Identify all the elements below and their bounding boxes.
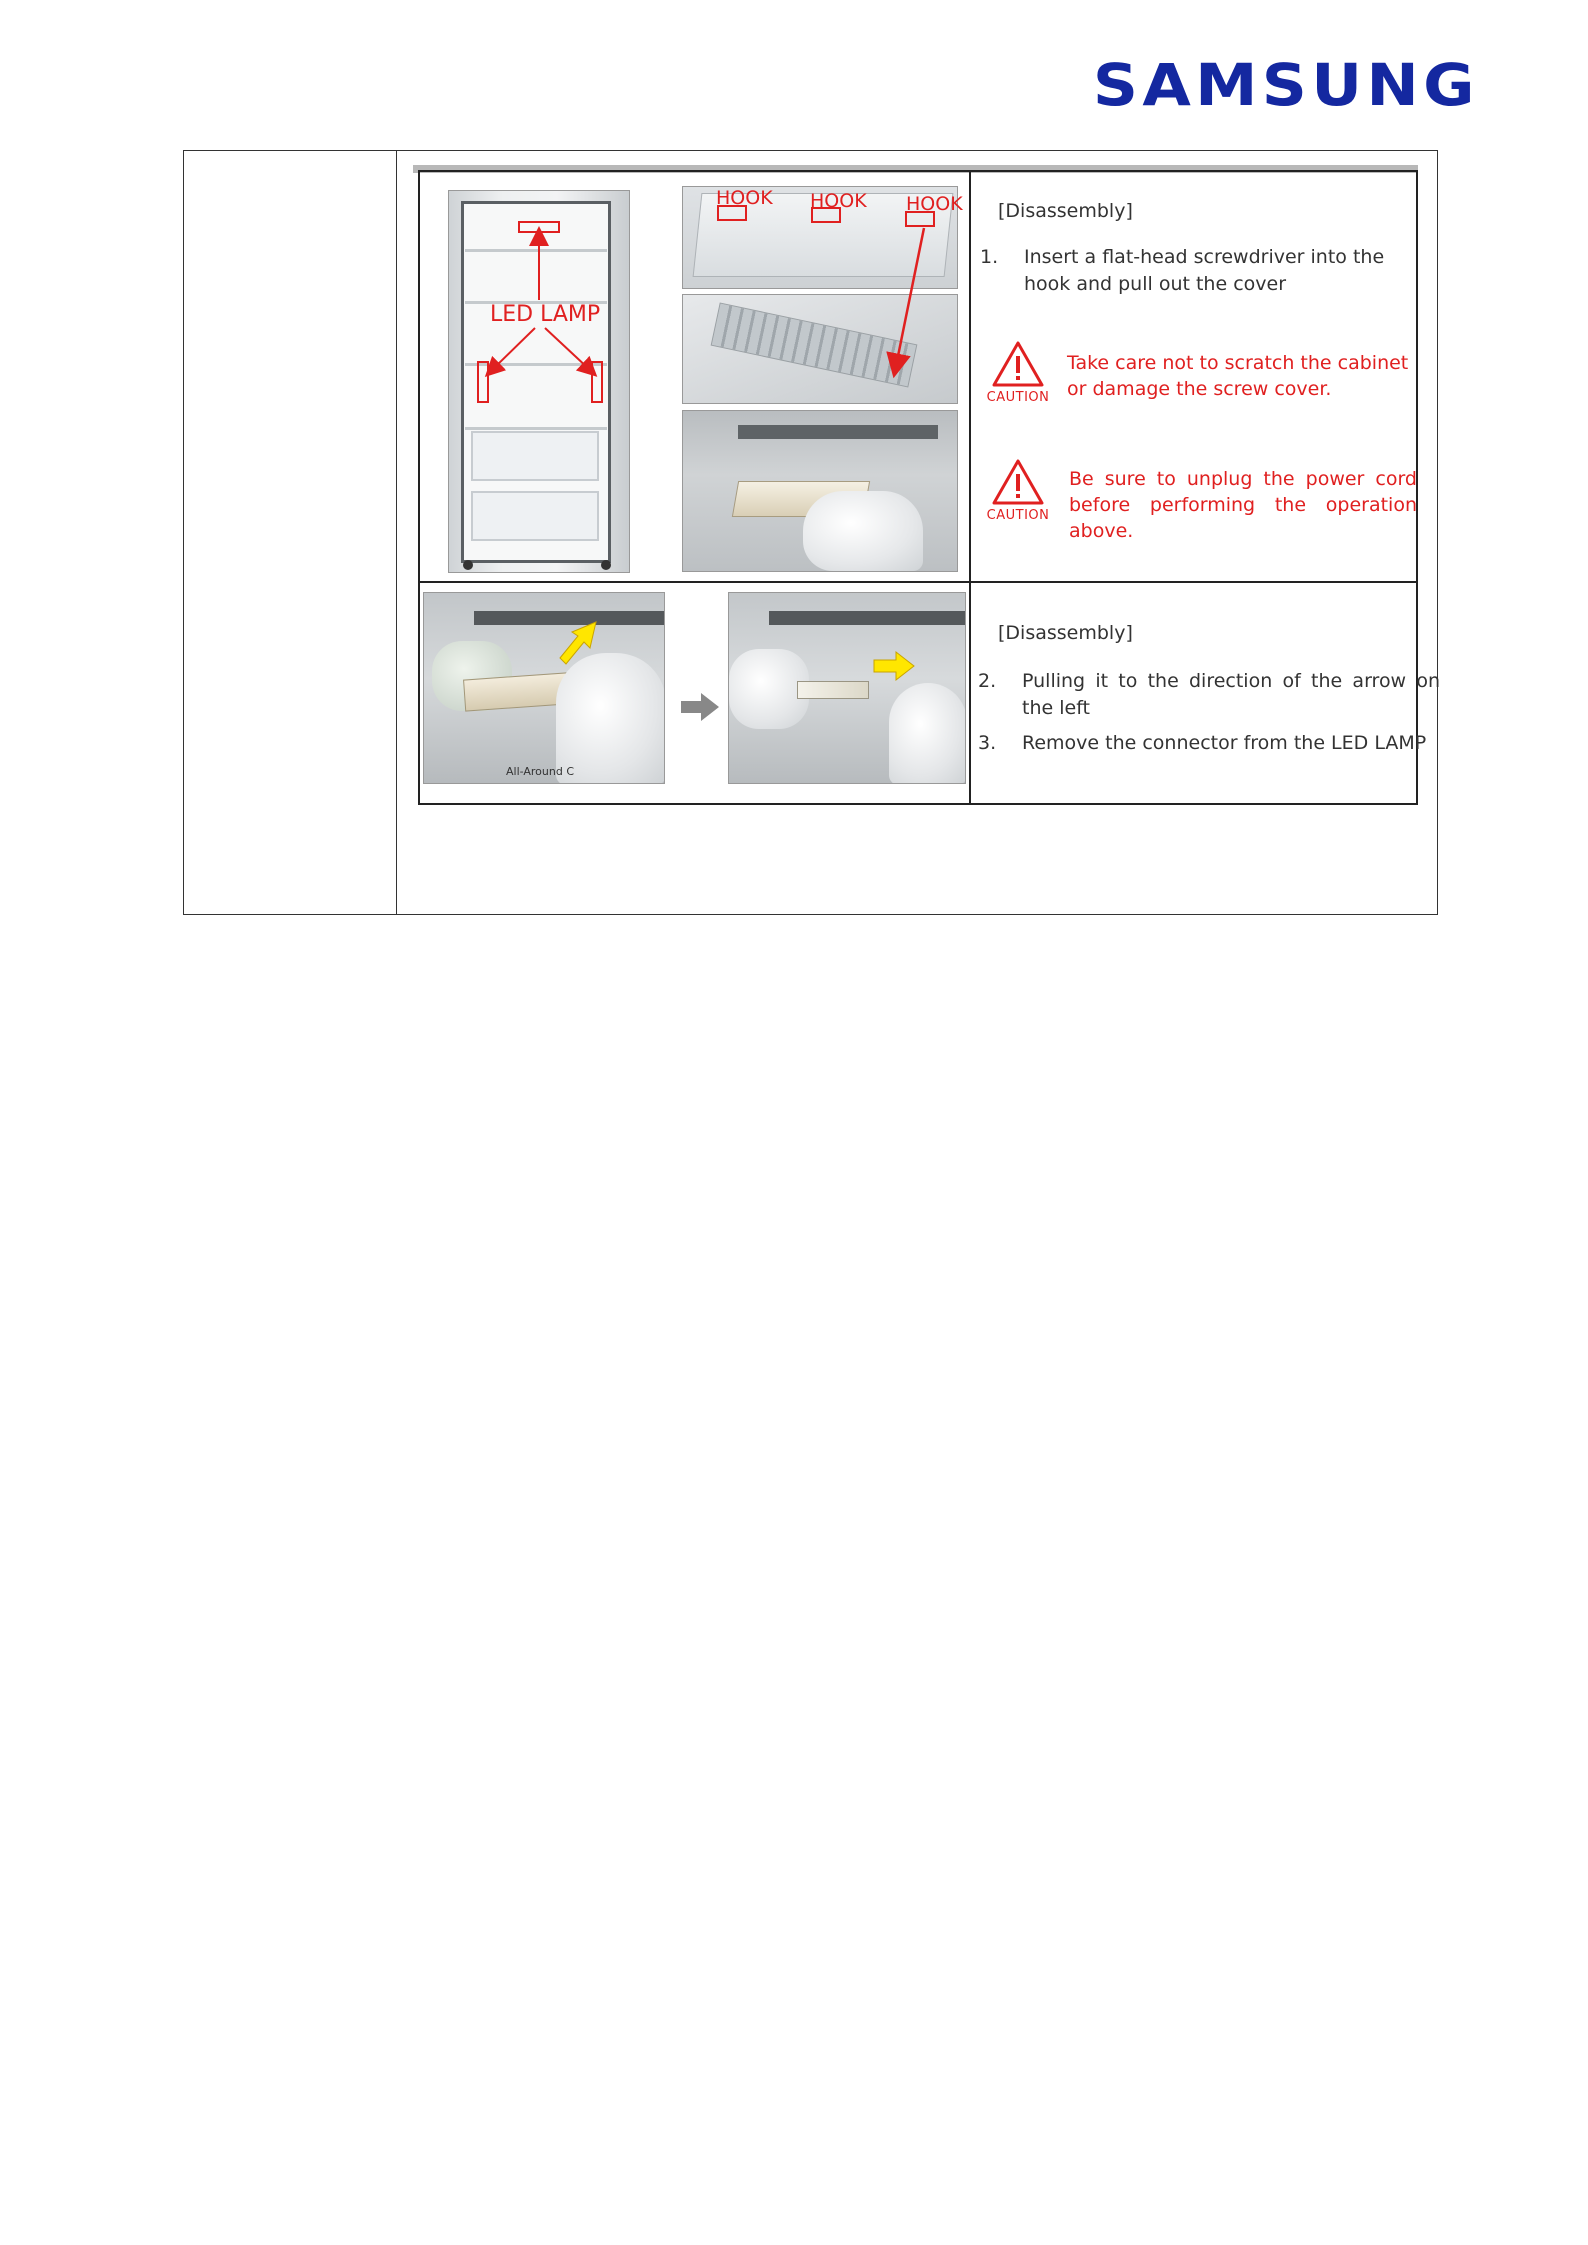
step-2-number: 2. (978, 670, 997, 692)
hook-label-1: HOOK (716, 187, 773, 209)
step-1 (980, 244, 1424, 298)
step-2-text: Pulling it to the direction of the arrow on the left (1022, 670, 1440, 719)
row1-heading: [Disassembly] (998, 200, 1133, 222)
step-2 (978, 668, 1440, 722)
caution-label-2: CAUTION (986, 508, 1050, 523)
hook-label-2: HOOK (810, 190, 867, 212)
caution-badge-1 (980, 340, 1056, 405)
caution-label-1: CAUTION (986, 390, 1050, 405)
step-3 (978, 730, 1440, 757)
caution-text-1: Take care not to scratch the cabinet or damage the screw cover. (1067, 352, 1409, 400)
red-arrow-left (492, 328, 535, 370)
yellow-arrow-icon (560, 622, 596, 664)
led-lamp-label: LED LAMP (490, 302, 601, 327)
warning-triangle-icon (991, 458, 1045, 506)
red-arrow-hook (896, 228, 924, 366)
step-3-text: Remove the connector from the LED LAMP (1022, 732, 1427, 754)
hook-label-3: HOOK (906, 193, 963, 215)
led-lamp-left-box (478, 362, 488, 402)
led-lamp-right-box (592, 362, 602, 402)
gray-right-arrow-icon (679, 690, 721, 724)
step-3-number: 3. (978, 732, 997, 754)
red-arrow-right (545, 328, 590, 370)
photo-caption: All-Around C (506, 765, 575, 778)
warning-triangle-icon (991, 340, 1045, 388)
samsung-logo: SAMSUNG (1092, 51, 1479, 119)
led-lamp-top-box (519, 222, 559, 232)
caution-text-2: Be sure to unplug the power cord before performing the operation above. (1069, 468, 1417, 542)
caution-badge-2 (980, 458, 1056, 523)
step-1-text: Insert a flat-head screwdriver into the hook and pull out the cover (1024, 246, 1385, 295)
step-1-number: 1. (980, 246, 999, 268)
yellow-arrow-icon (874, 652, 914, 680)
row2-heading: [Disassembly] (998, 622, 1133, 644)
